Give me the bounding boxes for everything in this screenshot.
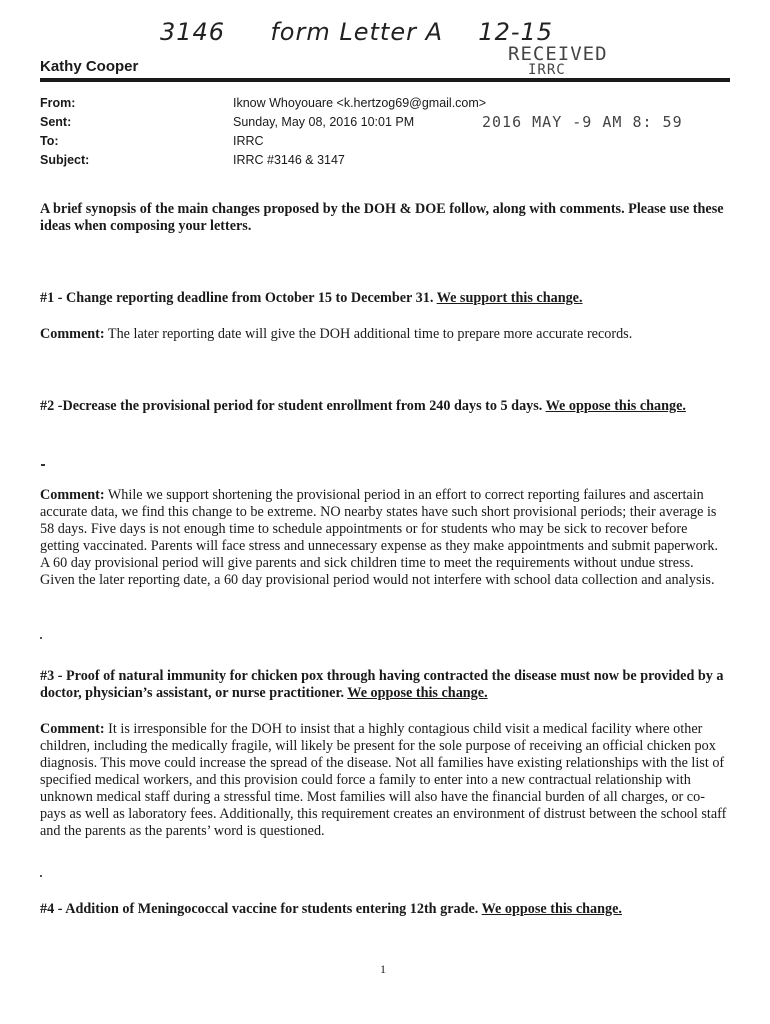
item-3-comment: Comment: It is irresponsible for the DOH to insist that a highly contagious child visit a medical facility where other children, including the medically fragile, will likely be present for the sole purpose of receiving an official chicken pox diagnosis. This move could increase the spread of the disease. Not all families have existing relationships with the list of specified medical workers, and this provision could force a family to enter into a new contractual relationship with unknown medical staff during a stressful time. Most families will also have the financial burden of all charges, or co-pays as well as laboratory fees. Additionally, this requirement creates an environment of distrust between the school staff and the parents as the parents’ word is questioned. [40, 721, 727, 839]
handwritten-label: form Letter A [270, 18, 444, 46]
item-1-heading: #1 - Change reporting deadline from October 15 to December 31. We support this change. [40, 290, 583, 306]
received-stamp: RECEIVED [508, 43, 608, 65]
handwritten-number: 3146 [160, 18, 226, 46]
email-meta [40, 96, 730, 172]
stray-dot [40, 637, 42, 639]
item-4-position: We oppose this change. [481, 901, 622, 917]
received-stamp-datetime: 2016 MAY -9 AM 8: 59 [482, 113, 683, 131]
item-3-position: We oppose this change. [347, 685, 488, 701]
item-4-heading: #4 - Addition of Meningococcal vaccine for students entering 12th grade. We oppose this change. [40, 901, 622, 917]
item-2-heading: #2 -Decrease the provisional period for student enrollment from 240 days to 5 days. We oppose this change. [40, 398, 686, 414]
item-1-comment: Comment: The later reporting date will give the DOH additional time to prepare more accurate records. [40, 326, 633, 342]
email-owner-name: Kathy Cooper [40, 58, 139, 75]
to-label: To: [40, 134, 59, 148]
received-stamp-org: IRRC [528, 62, 566, 74]
stray-dot [40, 875, 42, 877]
item-2-comment: Comment: While we support shortening the provisional period in an effort to correct reporting failures and ascertain accurate data, we find this change to be extreme. NO nearby states have such short provisional periods; their average is 58 days. Five days is not enough time to schedule appointments or for students who may be sick to recover before getting vaccinated. Parents will face stress and unnecessary expense as they make appointments and submit paperwork. A 60 day provisional period will give parents and sick children time to meet the requirements without undue stress. Given the later reporting date, a 60 day provisional period would not interfere with school data collection and analysis. [40, 487, 719, 588]
item-1-comment-label: Comment: [40, 326, 105, 342]
intro-paragraph: A brief synopsis of the main changes proposed by the DOH & DOE follow, along with comments. Please use these ideas when composing your letters. [40, 201, 724, 234]
header-divider [40, 78, 730, 82]
item-2-position: We oppose this change. [545, 398, 686, 414]
subject-value: IRRC #3146 & 3147 [233, 153, 345, 167]
page-number: 1 [380, 962, 386, 976]
sent-value: Sunday, May 08, 2016 10:01 PM [233, 115, 415, 129]
handwritten-date: 12-15 [478, 18, 554, 46]
item-3-heading: #3 - Proof of natural immunity for chicken pox through having contracted the disease must now be provided by a doctor, physician’s assistant, or nurse practitioner. We oppose this change. [40, 668, 724, 701]
subject-label: Subject: [40, 153, 90, 167]
from-value: Iknow Whoyouare <k.hertzog69@gmail.com> [233, 96, 487, 110]
handwritten-note [160, 18, 553, 46]
to-value: IRRC [233, 134, 264, 148]
item-3-comment-label: Comment: [40, 721, 105, 737]
sent-label: Sent: [40, 115, 72, 129]
from-label: From: [40, 96, 76, 110]
item-1-position: We support this change. [436, 290, 583, 306]
item-2-comment-label: Comment: [40, 487, 105, 503]
stray-mark [41, 464, 45, 466]
